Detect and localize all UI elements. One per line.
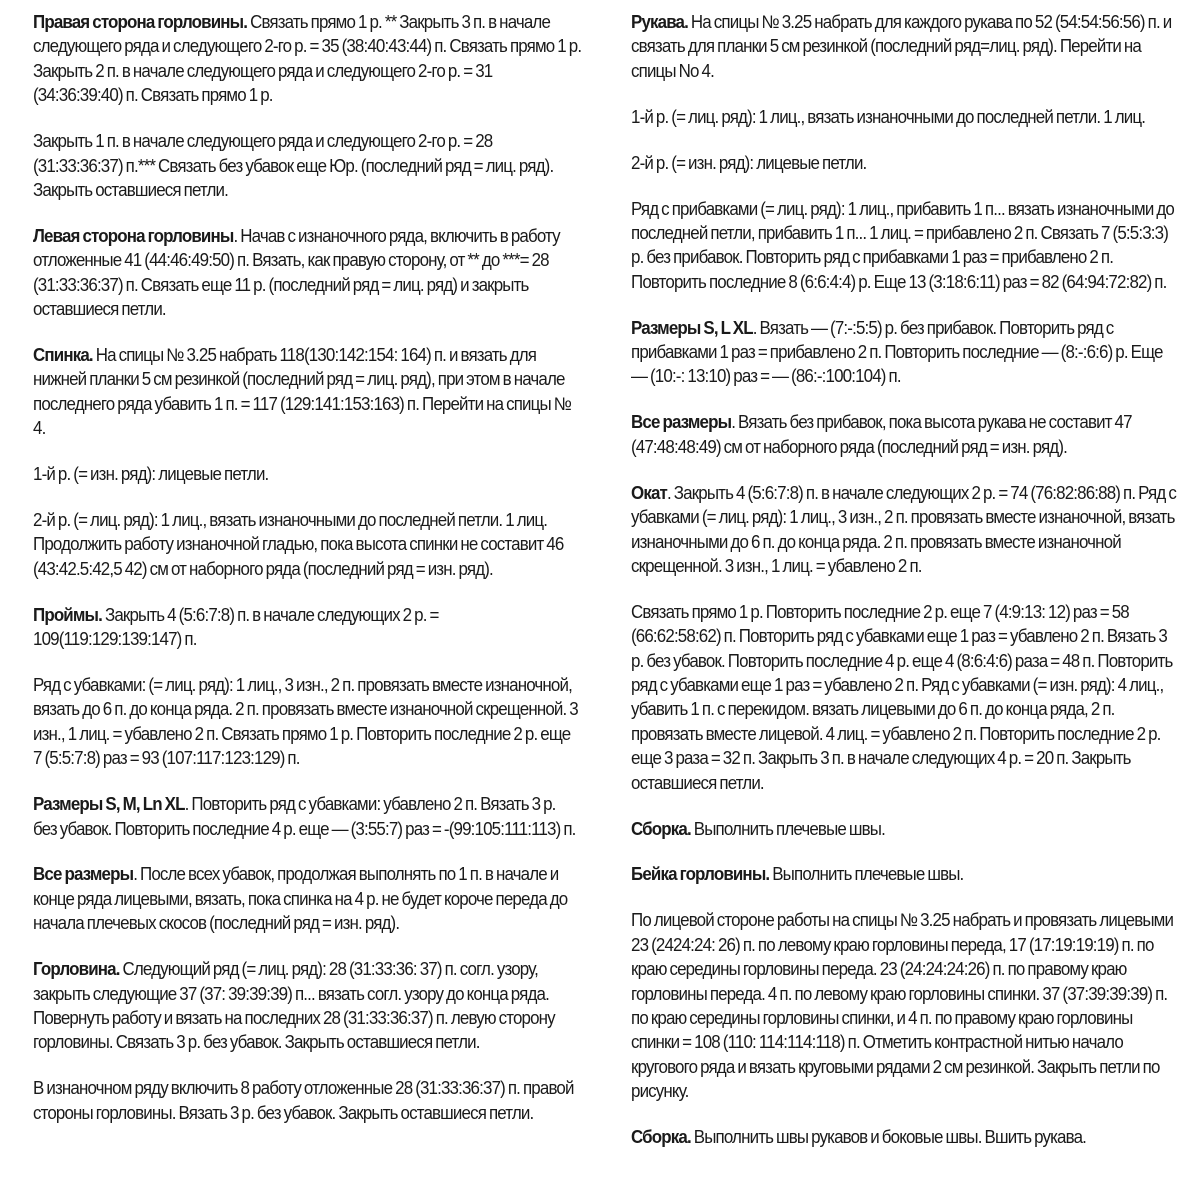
paragraph	[33, 862, 582, 935]
paragraph	[631, 105, 1180, 129]
paragraph-text: . После всех убавок, продолжая выполнять по 1 п. в начале и конце ряда лицевыми, вязать, пока спинка на 4 р. не будет короче переда до начала плечевых скосов (последний ряд = изн. ряд).	[33, 864, 568, 934]
paragraph	[631, 1125, 1180, 1149]
paragraph	[33, 129, 582, 202]
paragraph-text: Закрыть 1 п. в начале следующего ряда и следующего 2-го р. = 28 (31:33:36:37) п.*** Связать без убавок еще Юр. (последний ряд = лиц. ряд). Закрыть оставшиеся петли.	[33, 131, 554, 200]
paragraph	[33, 792, 582, 841]
paragraph-text: Ряд с убавками: (= лиц. ряд): 1 лиц., 3 изн., 2 п. провязать вместе изнаночной, вязать до 6 п. до конца ряда. 2 п. провязать вместе изнаночной скрещенной. 3 изн., 1 лиц. = убавлено 2 п. Связать прямо 1 р. Повторить последние 2 р. еще 7 (5:5:7:8) раз = 93 (107:117:123:129) п.	[33, 675, 578, 769]
paragraph-text: Выполнить плечевые швы.	[690, 818, 885, 839]
paragraph-text: Связать прямо 1 р. ** Закрыть 3 п. в начале следующего ряда и следующего 2-го р. = 35 (38:40:43:44) п. Связать прямо 1 р. Закрыть 2 п. в начале следующего ряда и следующего 2-го р. = 31 (34:36:39:40) п. Связать прямо 1 р.	[33, 12, 582, 106]
paragraph	[631, 908, 1180, 1103]
paragraph	[33, 1076, 582, 1125]
section-heading: Все размеры	[33, 864, 134, 885]
paragraph-text: 1-й р. (= изн. ряд): лицевые петли.	[33, 464, 269, 485]
section-heading: Левая сторона горловины	[33, 225, 234, 246]
paragraph	[631, 817, 1180, 841]
paragraph-text: Закрыть 4 (5:6:7:8) п. в начале следующих 2 р. = 109(119:129:139:147) п.	[33, 604, 439, 650]
left-text-column	[33, 10, 582, 1147]
paragraph	[631, 410, 1180, 459]
paragraph	[631, 10, 1180, 83]
paragraph-text: На спицы № 3.25 набрать 118(130:142:154: 164) п. и вязать для нижней планки 5 см резинкой (последний ряд = лиц. ряд), при этом в начале последнего ряда убавить 1 п. = 117 (129:141:153:163) п. Перейти на спицы № 4.	[33, 344, 572, 439]
paragraph-text: . Начав с изнаночного ряда, включить в работу отложенные 41 (44:46:49:50) п. Вязать, как правую сторону, от ** до ***= 28 (31:33:36:37) п. Связать еще 11 р. (последний ряд = лиц. ряд) и закрыть оставшиеся петли.	[33, 225, 560, 320]
paragraph-text: . Повторить ряд с убавками: убавлено 2 п. Вязать 3 р. без убавок. Повторить последние 4 р. еще — (3:55:7) раз = -(99:105:111:113) п.	[33, 794, 576, 839]
section-heading: Рукава.	[631, 12, 688, 32]
section-heading: Размеры S, L XL	[631, 317, 753, 338]
paragraph-text: . Закрыть 4 (5:6:7:8) п. в начале следующих 2 р. = 74 (76:82:86:88) п. Ряд с убавками (= лиц. ряд): 1 лиц., 3 изн., 2 п. провязать вместе изнаночной, вязать изнаночными до 6 п. до конца ряда. 2 п. провязать вместе изнаночной скрещенной. 3 изн., 1 лиц. = убавлено 2 п.	[631, 482, 1176, 576]
section-heading: Все размеры	[631, 412, 732, 433]
right-text-column	[631, 10, 1180, 1171]
paragraph	[33, 224, 582, 322]
paragraph-text: Выполнить плечевые швы.	[769, 864, 964, 885]
section-heading: Проймы.	[33, 604, 103, 625]
paragraph	[631, 481, 1180, 579]
section-heading: Правая сторона горловины.	[33, 12, 248, 32]
section-heading: Бейка горловины.	[631, 864, 770, 885]
section-heading: Сборка.	[631, 1127, 691, 1148]
section-heading: Размеры S, M, Ln XL	[33, 794, 185, 815]
paragraph-text: В изнаночном ряду включить 8 работу отложенные 28 (31:33:36:37) п. правой стороны горловины. Вязать 3 р. без убавок. Закрыть оставшиеся петли.	[33, 1078, 574, 1123]
section-heading: Спинка.	[33, 344, 93, 365]
paragraph-text: 1-й р. (= лиц. ряд): 1 лиц., вязать изнаночными до последней петли. 1 лиц.	[631, 106, 1146, 127]
paragraph-text: . Вязать — (7:-:5:5) р. без прибавок. Повторить ряд с прибавками 1 раз = прибавлено 2 п. Повторить последние — (8:-:6:6) р. Еще — (10:-: 13:10) раз = — (86:-:100:104) п.	[631, 317, 1163, 387]
paragraph	[33, 10, 582, 108]
paragraph	[33, 462, 582, 486]
paragraph	[33, 673, 582, 771]
paragraph-text: Ряд с прибавками (= лиц. ряд): 1 лиц., прибавить 1 п... вязать изнаночными до последней петли, прибавить 1 п... 1 лиц. = прибавлено 2 п. Связать 7 (5:5:3:3) р. без прибавок. Повторить ряд с прибавками 1 раз = прибавлено 2 п. Повторить последние 8 (6:6:4:4) р. Еще 13 (3:18:6:11) раз = 82 (64:94:72:82) п.	[631, 198, 1175, 292]
section-heading: Горловина.	[33, 959, 120, 980]
paragraph	[33, 957, 582, 1055]
paragraph-text: 2-й р. (= лиц. ряд): 1 лиц., вязать изнаночными до последней петли. 1 лиц. Продолжить работу изнаночной гладью, пока высота спинки не составит 46 (43:42.5:42,5 42) см от наборного ряда (последний ряд = изн. ряд).	[33, 510, 564, 579]
paragraph-text: По лицевой стороне работы на спицы № 3.25 набрать и провязать лицевыми 23 (2424:24: 26) п. по левому краю горловины переда, 17 (17:19:19:19) п. по краю середины горловины переда. 23 (24:24:24:26) п. по правому краю горловины переда. 4 п. по левому краю горловины спинки. 37 (37:39:39:39) п. по краю середины горловины спинки, и 4 п. по правому краю горловины спинки = 108 (110: 114:114:118) п. Отметить контрастной нитью начало кругового ряда и вязать круговыми рядами 2 см резинкой. Закрыть петли по рисунку.	[631, 910, 1174, 1102]
paragraph	[33, 603, 582, 652]
paragraph	[33, 508, 582, 581]
paragraph	[631, 197, 1180, 295]
paragraph-text: . Вязать без прибавок, пока высота рукава не составит 47 (47:48:48:49) см от наборного ряда (последний ряд = изн. ряд).	[631, 412, 1132, 457]
paragraph-text: На спицы № 3.25 набрать для каждого рукава по 52 (54:54:56:56) п. и связать для планки 5 см резинкой (последний ряд=лиц. ряд). Перейти на спицы No 4.	[631, 12, 1172, 81]
paragraph-text: Выполнить швы рукавов и боковые швы. Вшить рукава.	[690, 1127, 1087, 1148]
paragraph-text: 2-й р. (= изн. ряд): лицевые петли.	[631, 152, 867, 173]
paragraph	[631, 151, 1180, 175]
paragraph	[33, 343, 582, 441]
paragraph	[631, 862, 1180, 886]
paragraph	[631, 600, 1180, 795]
section-heading: Сборка.	[631, 818, 691, 839]
paragraph-text: Следующий ряд (= лиц. ряд): 28 (31:33:36: 37) п. согл. узору, закрыть следующие 37 (37: 39:39:39) п... вязать согл. узору до конца ряда. Повернуть работу и вязать на последних 28 (31:33:36:37) п. левую сторону горловины. Связать 3 р. без убавок. Закрыть оставшиеся петли.	[33, 959, 555, 1053]
paragraph	[631, 316, 1180, 389]
paragraph-text: Связать прямо 1 р. Повторить последние 2 р. еще 7 (4:9:13: 12) раз = 58 (66:62:58:62) п. Повторить ряд с убавками еще 1 раз = убавлено 2 п. Вязать 3 р. без убавок. Повторить последние 4 р. еще 4 (8:6:4:6) раза = 48 п. Повторить ряд с убавками еще 1 раз = убавлено 2 п. Ряд с убавками (= изн. ряд): 4 лиц., убавить 1 п. с перекидом. вязать лицевыми до 6 п. до конца ряда, 2 п. провязать вместе лицевой. 4 лиц. = убавлено 2 п. Повторить последние 2 р. еще 3 раза = 32 п. Закрыть 3 п. в начале следующих 4 р. = 20 п. Закрыть оставшиеся петли.	[631, 601, 1173, 793]
section-heading: Окат	[631, 482, 667, 503]
